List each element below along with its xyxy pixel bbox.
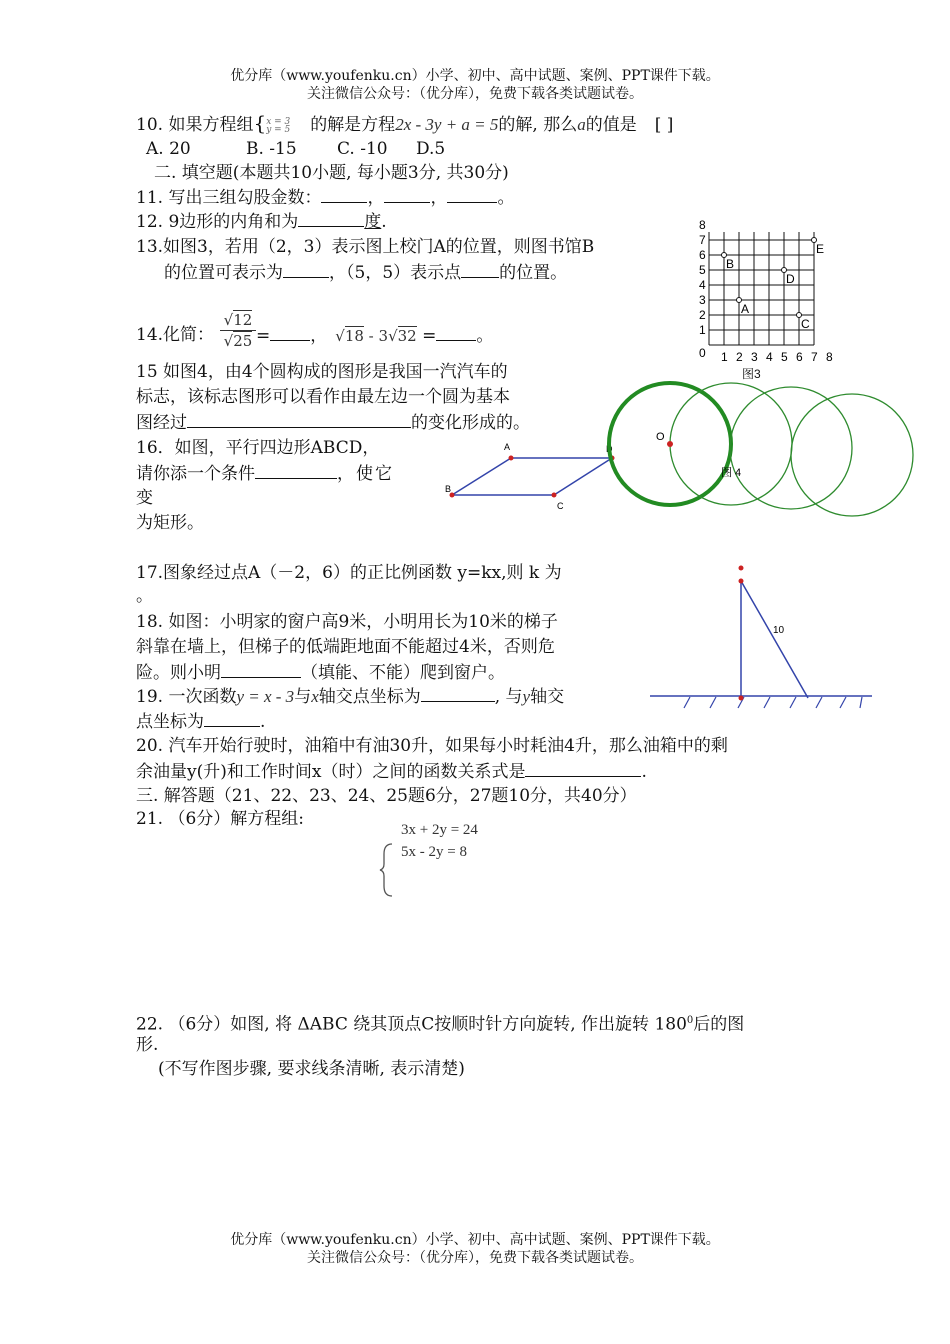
header-line-2: 关注微信公众号：（优分库），免费下载各类试题试卷。: [307, 86, 643, 102]
point-label: C: [801, 317, 810, 331]
section-3-heading: 三. 解答题（21、22、23、24、25题6分，27题10分，共40分）: [136, 786, 637, 806]
x-tick-label: 8: [826, 350, 833, 364]
answer-blank: [447, 186, 497, 203]
answer-blank: [283, 261, 329, 278]
question-16-line-1: 16．如图，平行四边形ABCD，: [136, 438, 380, 458]
question-17-line-1: 17.图象经过点A（－2，6）的正比例函数 y=kx,则 k 为: [136, 563, 562, 583]
question-20-line-1: 20. 汽车开始行驶时，油箱中有油30升，如果每小时耗油4升，那么油箱中的剩: [136, 736, 728, 756]
question-19-line-1: 19. 一次函数y = x - 3与x轴交点坐标为 , 与y轴交: [136, 687, 565, 707]
x-tick-label: 0: [699, 346, 706, 360]
question-15-line-3: 图经过 的变化形成的。: [136, 413, 530, 433]
option-b: B. -15: [246, 139, 297, 159]
answer-blank: [255, 462, 337, 479]
answer-blank: [221, 661, 301, 678]
ladder-line: [741, 581, 808, 698]
question-15-line-1: 15 如图4，由4个圆构成的图形是我国一汽汽车的: [136, 362, 508, 382]
question-18-line-1: 18. 如图：小明家的窗户高9米，小明用长为10米的梯子: [136, 612, 558, 632]
answer-blank: [461, 261, 499, 278]
answer-blank: [525, 760, 641, 777]
ladder-figure: [648, 560, 878, 715]
x-tick-label: 6: [796, 350, 803, 364]
question-20-line-2: 余油量y(升)和工作时间x（时）之间的函数关系式是 .: [136, 762, 647, 782]
point-label: E: [816, 242, 825, 256]
ground-hatching: [684, 697, 862, 708]
answer-blank: [384, 186, 430, 203]
answer-blank: [187, 411, 411, 428]
question-10: 10. 如果方程组{ x = 3 y = 5 的解是方程2x - 3y + a = 5的解, 那么a的值是 [ ]: [136, 111, 674, 135]
answer-blank: [321, 186, 367, 203]
header-line-1: 优分库（www.youfenku.cn）小学、初中、高中试题、案例、PPT课件下载。: [230, 68, 720, 84]
equation-1: 3x + 2y = 24: [401, 822, 478, 838]
y-tick-label: 6: [699, 248, 706, 262]
y-tick-label: 5: [699, 263, 706, 277]
question-19-line-2: 点坐标为 .: [136, 712, 266, 732]
figure-3-caption: 图3: [742, 367, 761, 381]
answer-blank: [436, 324, 476, 341]
vertex-c: [552, 493, 557, 498]
center-label: O: [656, 431, 665, 443]
wall-base-point: [739, 696, 744, 701]
footer-line-2: 关注微信公众号：（优分库），免费下载各类试题试卷。: [307, 1250, 643, 1266]
answer-blank: [421, 685, 495, 702]
x-tick-label: 3: [751, 350, 758, 364]
question-11: 11. 写出三组勾股金数： ， ， 。: [136, 188, 515, 208]
option-c: C. -10: [337, 139, 388, 159]
x-tick-label: 2: [736, 350, 743, 364]
question-16-line-3: 变: [136, 488, 153, 508]
section-2-heading: 二. 填空题(本题共10小题, 每小题3分, 共30分): [154, 163, 509, 183]
option-d: D.5: [416, 139, 446, 159]
question-18-line-2: 斜靠在墙上，但梯子的低端距地面不能超过4米，否则危: [136, 637, 555, 657]
x-tick-label: 5: [781, 350, 788, 364]
equation: 2x - 3y + a = 5: [395, 115, 499, 134]
question-15-line-2: 标志，该标志图形可以看作由最左边一个圆为基本: [136, 387, 510, 407]
parallelogram-figure: [440, 438, 625, 516]
vertex-a: [509, 456, 514, 461]
y-tick-label: 2: [699, 308, 706, 322]
y-tick-label: 8: [699, 218, 706, 232]
question-17-line-2: 。: [136, 586, 153, 606]
figure-3-grid: [690, 220, 840, 385]
question-21: 21. （6分）解方程组:: [136, 809, 304, 829]
y-tick-label: 7: [699, 233, 706, 247]
question-14-rest: = ， √18 - 3√32 = 。: [256, 326, 494, 346]
x-tick-label: 1: [721, 350, 728, 364]
center-point: [667, 441, 673, 447]
option-a: A. 20: [146, 139, 191, 159]
answer-blank: [298, 210, 364, 227]
label-d: D: [606, 444, 613, 454]
parallelogram-shape: [452, 458, 612, 495]
answer-blank: [204, 710, 260, 727]
fraction-sqrt: √12 √25: [218, 311, 258, 350]
system-brace-21: [378, 842, 398, 898]
question-13-line-1: 13.如图3，若用（2，3）表示图上校门A的位置，则图书馆B: [136, 237, 595, 257]
question-18-line-3: 险。则小明 （填能、不能）爬到窗户。: [136, 663, 505, 683]
answer-bracket: [ ]: [654, 115, 674, 135]
point-label: A: [741, 302, 750, 316]
question-22-line-2: 形.: [136, 1035, 159, 1055]
ladder-top-point: [739, 579, 744, 584]
y-tick-label: 4: [699, 278, 706, 292]
question-16-line-4: 为矩形。: [136, 513, 204, 533]
y-tick-label: 3: [699, 293, 706, 307]
x-tick-label: 4: [766, 350, 773, 364]
question-22-line-1: 22. （6分）如图, 将 ΔABC 绕其顶点C按顺时针方向旋转, 作出旋转 $180^0$后的图: [136, 1014, 745, 1035]
answer-blank: [270, 324, 310, 341]
question-13-line-2: 的位置可表示为 ，（5，5）表示点 的位置。: [164, 263, 568, 283]
y-tick-label: 1: [699, 323, 706, 337]
question-22-line-3: (不写作图步骤, 要求线条清晰, 表示清楚): [158, 1059, 465, 1079]
footer-line-1: 优分库（www.youfenku.cn）小学、初中、高中试题、案例、PPT课件下载。: [230, 1232, 720, 1248]
system-brace: {: [253, 111, 267, 135]
window-top-point: [739, 566, 744, 571]
question-12: 12. 9边形的内角和为 度.: [136, 212, 387, 232]
x-tick-label: 7: [811, 350, 818, 364]
ladder-length-label: 10: [773, 625, 785, 636]
question-16-line-2: 请你添一个条件 ，使它: [136, 464, 394, 484]
equation-system: x = 3 y = 5: [266, 116, 291, 135]
figure-4-caption: 图 4: [721, 467, 742, 479]
equation-2: 5x - 2y = 8: [401, 844, 467, 860]
question-14: 14.化简：: [136, 325, 215, 345]
point-label: D: [786, 272, 795, 286]
figure-4-circles: [600, 378, 920, 526]
label-a: A: [504, 442, 511, 452]
label-b: B: [445, 484, 452, 494]
label-c: C: [557, 501, 564, 511]
point-label: B: [726, 257, 735, 271]
